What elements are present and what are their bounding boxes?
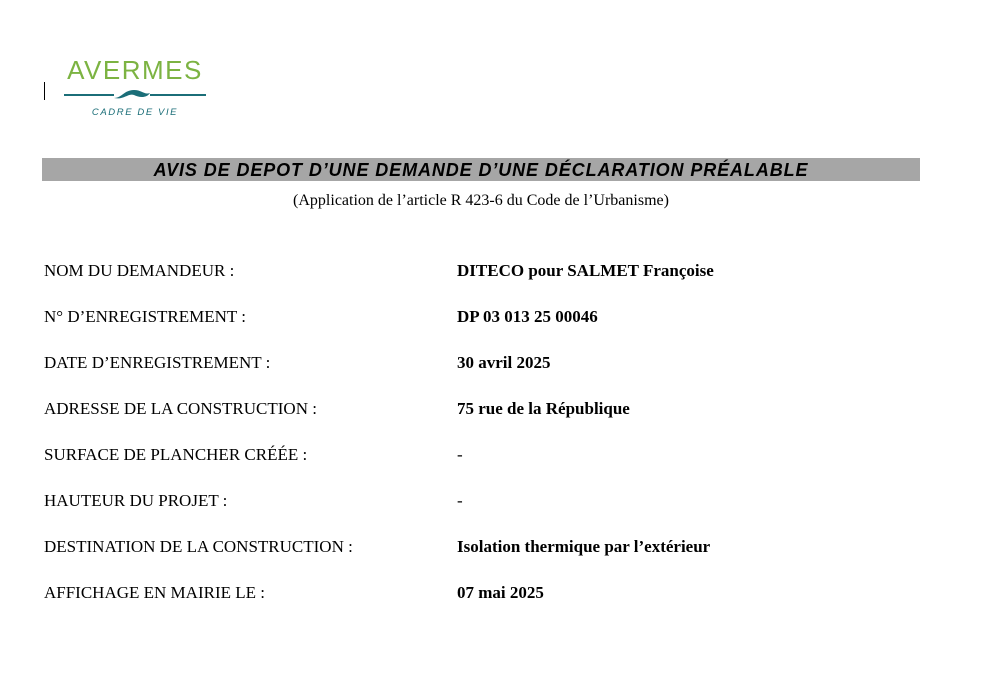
field-row bbox=[0, 583, 985, 605]
field-label: ADRESSE DE LA CONSTRUCTION : bbox=[44, 399, 317, 418]
field-row bbox=[0, 307, 985, 329]
document-title: AVIS DE DEPOT D’UNE DEMANDE D’UNE DÉCLARATION PRÉALABLE bbox=[153, 160, 809, 180]
field-value: DITECO pour SALMET Françoise bbox=[457, 261, 714, 280]
field-value: - bbox=[457, 491, 463, 510]
field-row bbox=[0, 491, 985, 513]
field-label: DATE D’ENREGISTREMENT : bbox=[44, 353, 271, 372]
field-row bbox=[0, 399, 985, 421]
field-label: SURFACE DE PLANCHER CRÉÉE : bbox=[44, 445, 308, 464]
field-label: HAUTEUR DU PROJET : bbox=[44, 491, 228, 510]
field-row bbox=[0, 353, 985, 375]
title-banner bbox=[42, 158, 920, 181]
text-cursor bbox=[44, 82, 45, 100]
avermes-logo bbox=[62, 56, 208, 122]
logo-wordmark: AVERMES bbox=[67, 55, 203, 85]
field-row bbox=[0, 537, 985, 559]
field-label: NOM DU DEMANDEUR : bbox=[44, 261, 235, 280]
field-label: N° D’ENREGISTREMENT : bbox=[44, 307, 246, 326]
field-value: Isolation thermique par l’extérieur bbox=[457, 537, 711, 556]
field-label: DESTINATION DE LA CONSTRUCTION : bbox=[44, 537, 353, 556]
field-value: 07 mai 2025 bbox=[457, 583, 544, 602]
field-value: - bbox=[457, 445, 463, 464]
field-label: AFFICHAGE EN MAIRIE LE : bbox=[44, 583, 265, 602]
wave-icon bbox=[62, 86, 208, 104]
field-value: 75 rue de la République bbox=[457, 399, 630, 418]
field-row bbox=[0, 445, 985, 467]
field-row bbox=[0, 261, 985, 283]
logo-tagline: CADRE DE VIE bbox=[91, 107, 179, 118]
field-value: DP 03 013 25 00046 bbox=[457, 307, 598, 326]
document-subtitle: (Application de l’article R 423-6 du Code de l’Urbanisme) bbox=[293, 192, 669, 209]
field-value: 30 avril 2025 bbox=[457, 353, 551, 372]
